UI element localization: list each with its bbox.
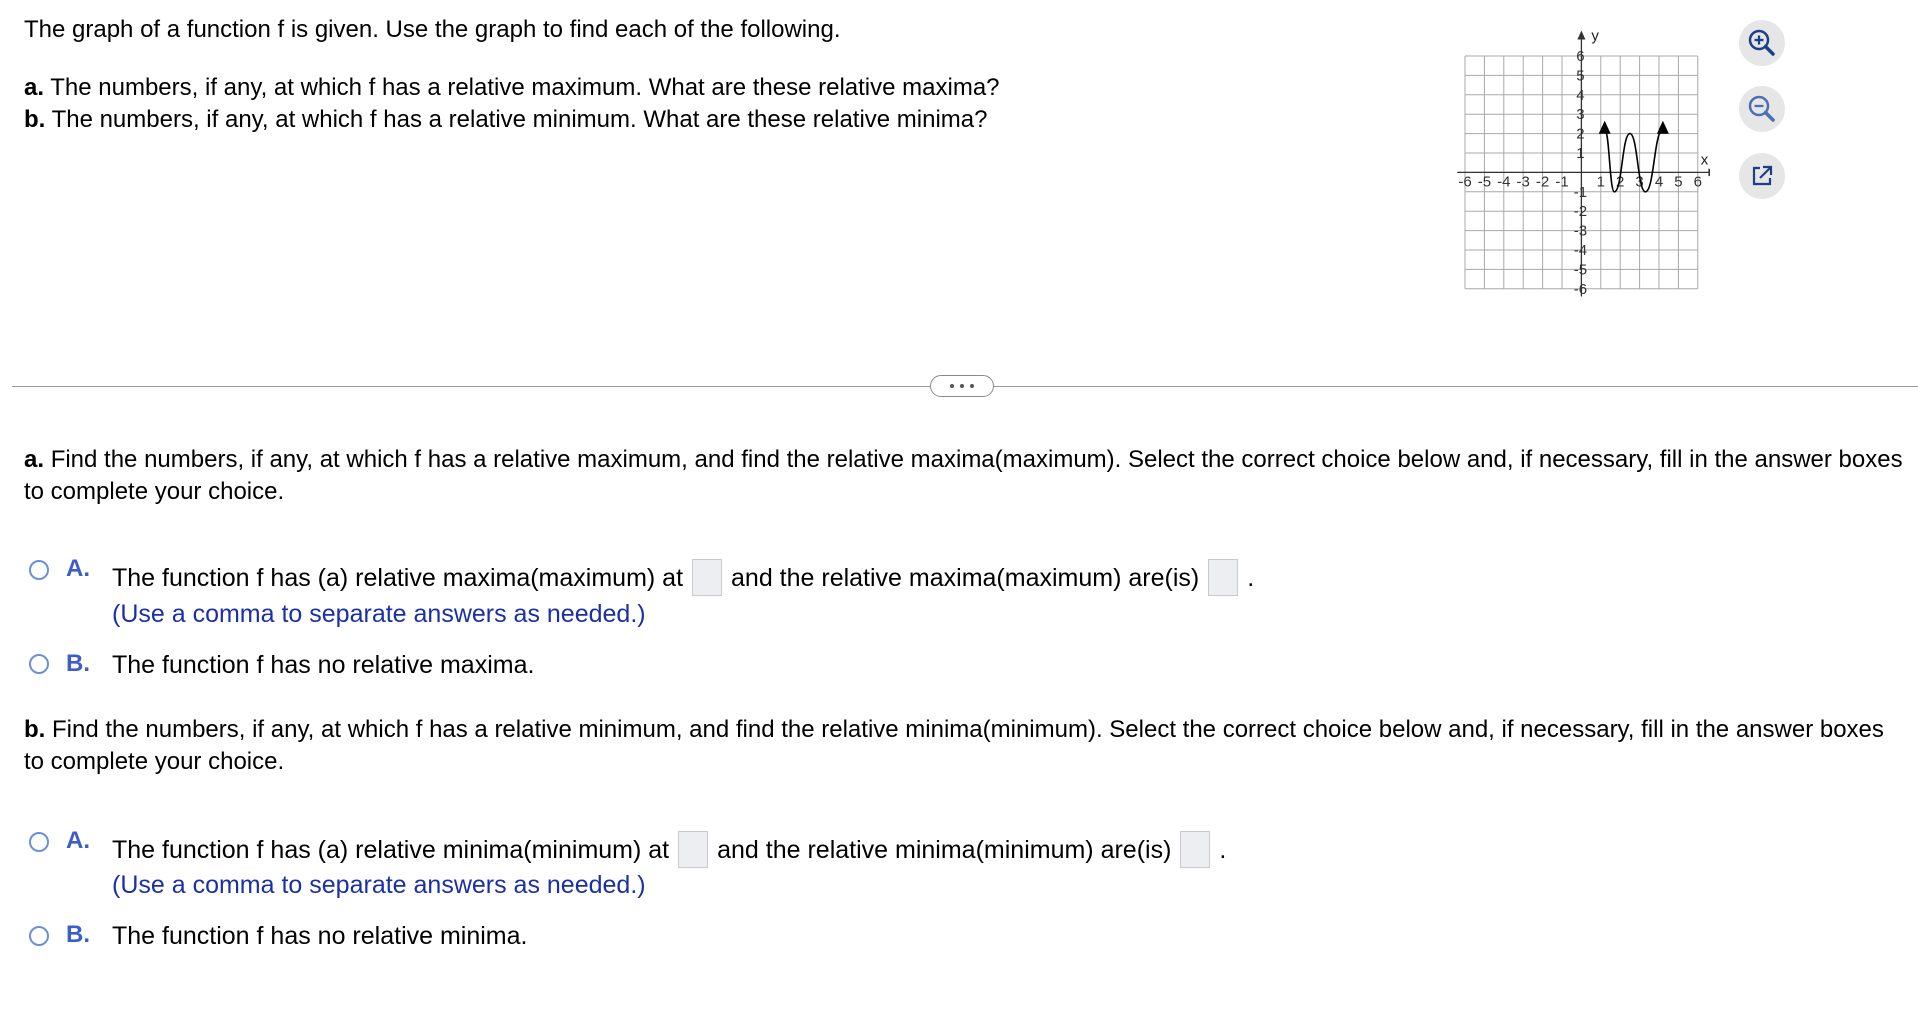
max-x-values-input[interactable] (692, 559, 722, 596)
question-b-choice-a-letter: A. (66, 827, 90, 854)
question-a-label: a. (24, 446, 45, 473)
max-values-input[interactable] (1208, 559, 1238, 596)
radio-question-a-choice-b[interactable] (29, 654, 49, 674)
x-tick-label: -1 (1555, 173, 1569, 191)
y-axis-arrow-icon (1577, 31, 1585, 40)
question-b-choice-a (112, 831, 1226, 868)
x-tick-label: 3 (1635, 173, 1644, 191)
y-axis-label: y (1591, 27, 1599, 45)
x-tick-label: 4 (1654, 173, 1664, 191)
problem-part-b-label: b. (24, 106, 46, 133)
y-tick-label: -6 (1573, 280, 1588, 298)
problem-part-a (24, 72, 1000, 104)
question-a-choice-a-text-before: The function f has (a) relative maxima(maximum) at (112, 563, 684, 592)
question-a-choice-b-text: The function f has no relative maxima. (112, 651, 535, 679)
question-b-label: b. (24, 716, 46, 743)
x-tick-label: -6 (1458, 173, 1472, 191)
zoom-in-button[interactable] (1739, 20, 1785, 66)
question-a-choice-a-text-middle: and the relative maxima(maximum) are(is) (731, 563, 1200, 592)
question-b-prompt (24, 714, 1904, 778)
question-b-choice-a-text-before: The function f has (a) relative minima(minimum) at (112, 835, 670, 864)
problem-intro: The graph of a function f is given. Use the graph to find each of the following. (24, 16, 841, 43)
x-tick-label: -3 (1516, 173, 1530, 191)
question-a-choice-b-letter: B. (66, 650, 90, 677)
min-x-values-input[interactable] (678, 831, 708, 868)
x-tick-label: -4 (1497, 173, 1511, 191)
problem-part-b (24, 104, 988, 136)
y-tick-label: -4 (1573, 242, 1588, 259)
question-b-choice-a-end: . (1219, 835, 1227, 864)
question-a-choice-a-end: . (1247, 563, 1255, 592)
question-a-prompt (24, 444, 1904, 508)
y-tick-label: -2 (1573, 203, 1588, 221)
function-graph (1450, 18, 1710, 298)
problem-part-a-label: a. (24, 74, 45, 101)
radio-question-b-choice-b[interactable] (29, 926, 49, 946)
y-tick-label: 2 (1576, 125, 1585, 143)
y-tick-label: 5 (1576, 67, 1585, 85)
question-b-hint: (Use a comma to separate answers as needed.) (112, 871, 646, 899)
x-tick-label: -5 (1477, 173, 1492, 191)
y-tick-label: 4 (1576, 86, 1585, 104)
question-a-hint: (Use a comma to separate answers as needed.) (112, 600, 646, 628)
zoom-out-button[interactable] (1739, 86, 1785, 132)
x-tick-label: 1 (1596, 173, 1605, 191)
external-link-icon (1749, 163, 1775, 189)
x-axis-label: x (1700, 151, 1709, 169)
y-tick-label: -3 (1573, 222, 1588, 240)
problem-part-a-text: The numbers, if any, at which f has a relative maximum. What are these relative maxima? (50, 74, 1000, 101)
x-axis-arrow-icon (1708, 168, 1710, 176)
dot-icon (960, 384, 964, 388)
y-tick-label: -5 (1573, 261, 1588, 279)
x-tick-label: 5 (1674, 173, 1683, 191)
dot-icon (970, 384, 974, 388)
zoom-out-icon (1747, 94, 1777, 124)
question-a-choice-a-letter: A. (66, 555, 90, 582)
question-b-text: Find the numbers, if any, at which f has a relative minimum, and find the relative minima(minimum). Select the correct choice below and, if necessary, fill in the answer boxes to complete your choice. (24, 716, 1884, 775)
question-b-choice-b-text: The function f has no relative minima. (112, 922, 528, 950)
dot-icon (950, 384, 954, 388)
x-tick-label: 6 (1693, 173, 1702, 191)
min-values-input[interactable] (1180, 831, 1210, 868)
radio-question-b-choice-a[interactable] (29, 832, 49, 852)
problem-part-b-text: The numbers, if any, at which f has a relative minimum. What are these relative minima? (51, 106, 988, 133)
radio-question-a-choice-a[interactable] (29, 560, 49, 580)
question-b-choice-b-letter: B. (66, 921, 90, 948)
zoom-in-icon (1747, 28, 1777, 58)
x-tick-label: -2 (1535, 173, 1550, 191)
y-tick-label: 1 (1576, 145, 1585, 162)
expand-collapse-toggle[interactable] (930, 375, 994, 397)
question-a-text: Find the numbers, if any, at which f has a relative maximum, and find the relative maxima(maximum). Select the correct choice below and, if necessary, fill in the answer boxes to complete your choice. (24, 446, 1903, 505)
y-tick-label: 3 (1576, 106, 1585, 124)
question-b-choice-a-text-middle: and the relative minima(minimum) are(is) (717, 835, 1172, 864)
y-tick-label: -1 (1573, 183, 1588, 201)
x-tick-label: 2 (1616, 173, 1625, 191)
popout-button[interactable] (1739, 153, 1785, 199)
y-tick-label: 6 (1576, 48, 1585, 65)
question-a-choice-a (112, 559, 1254, 596)
